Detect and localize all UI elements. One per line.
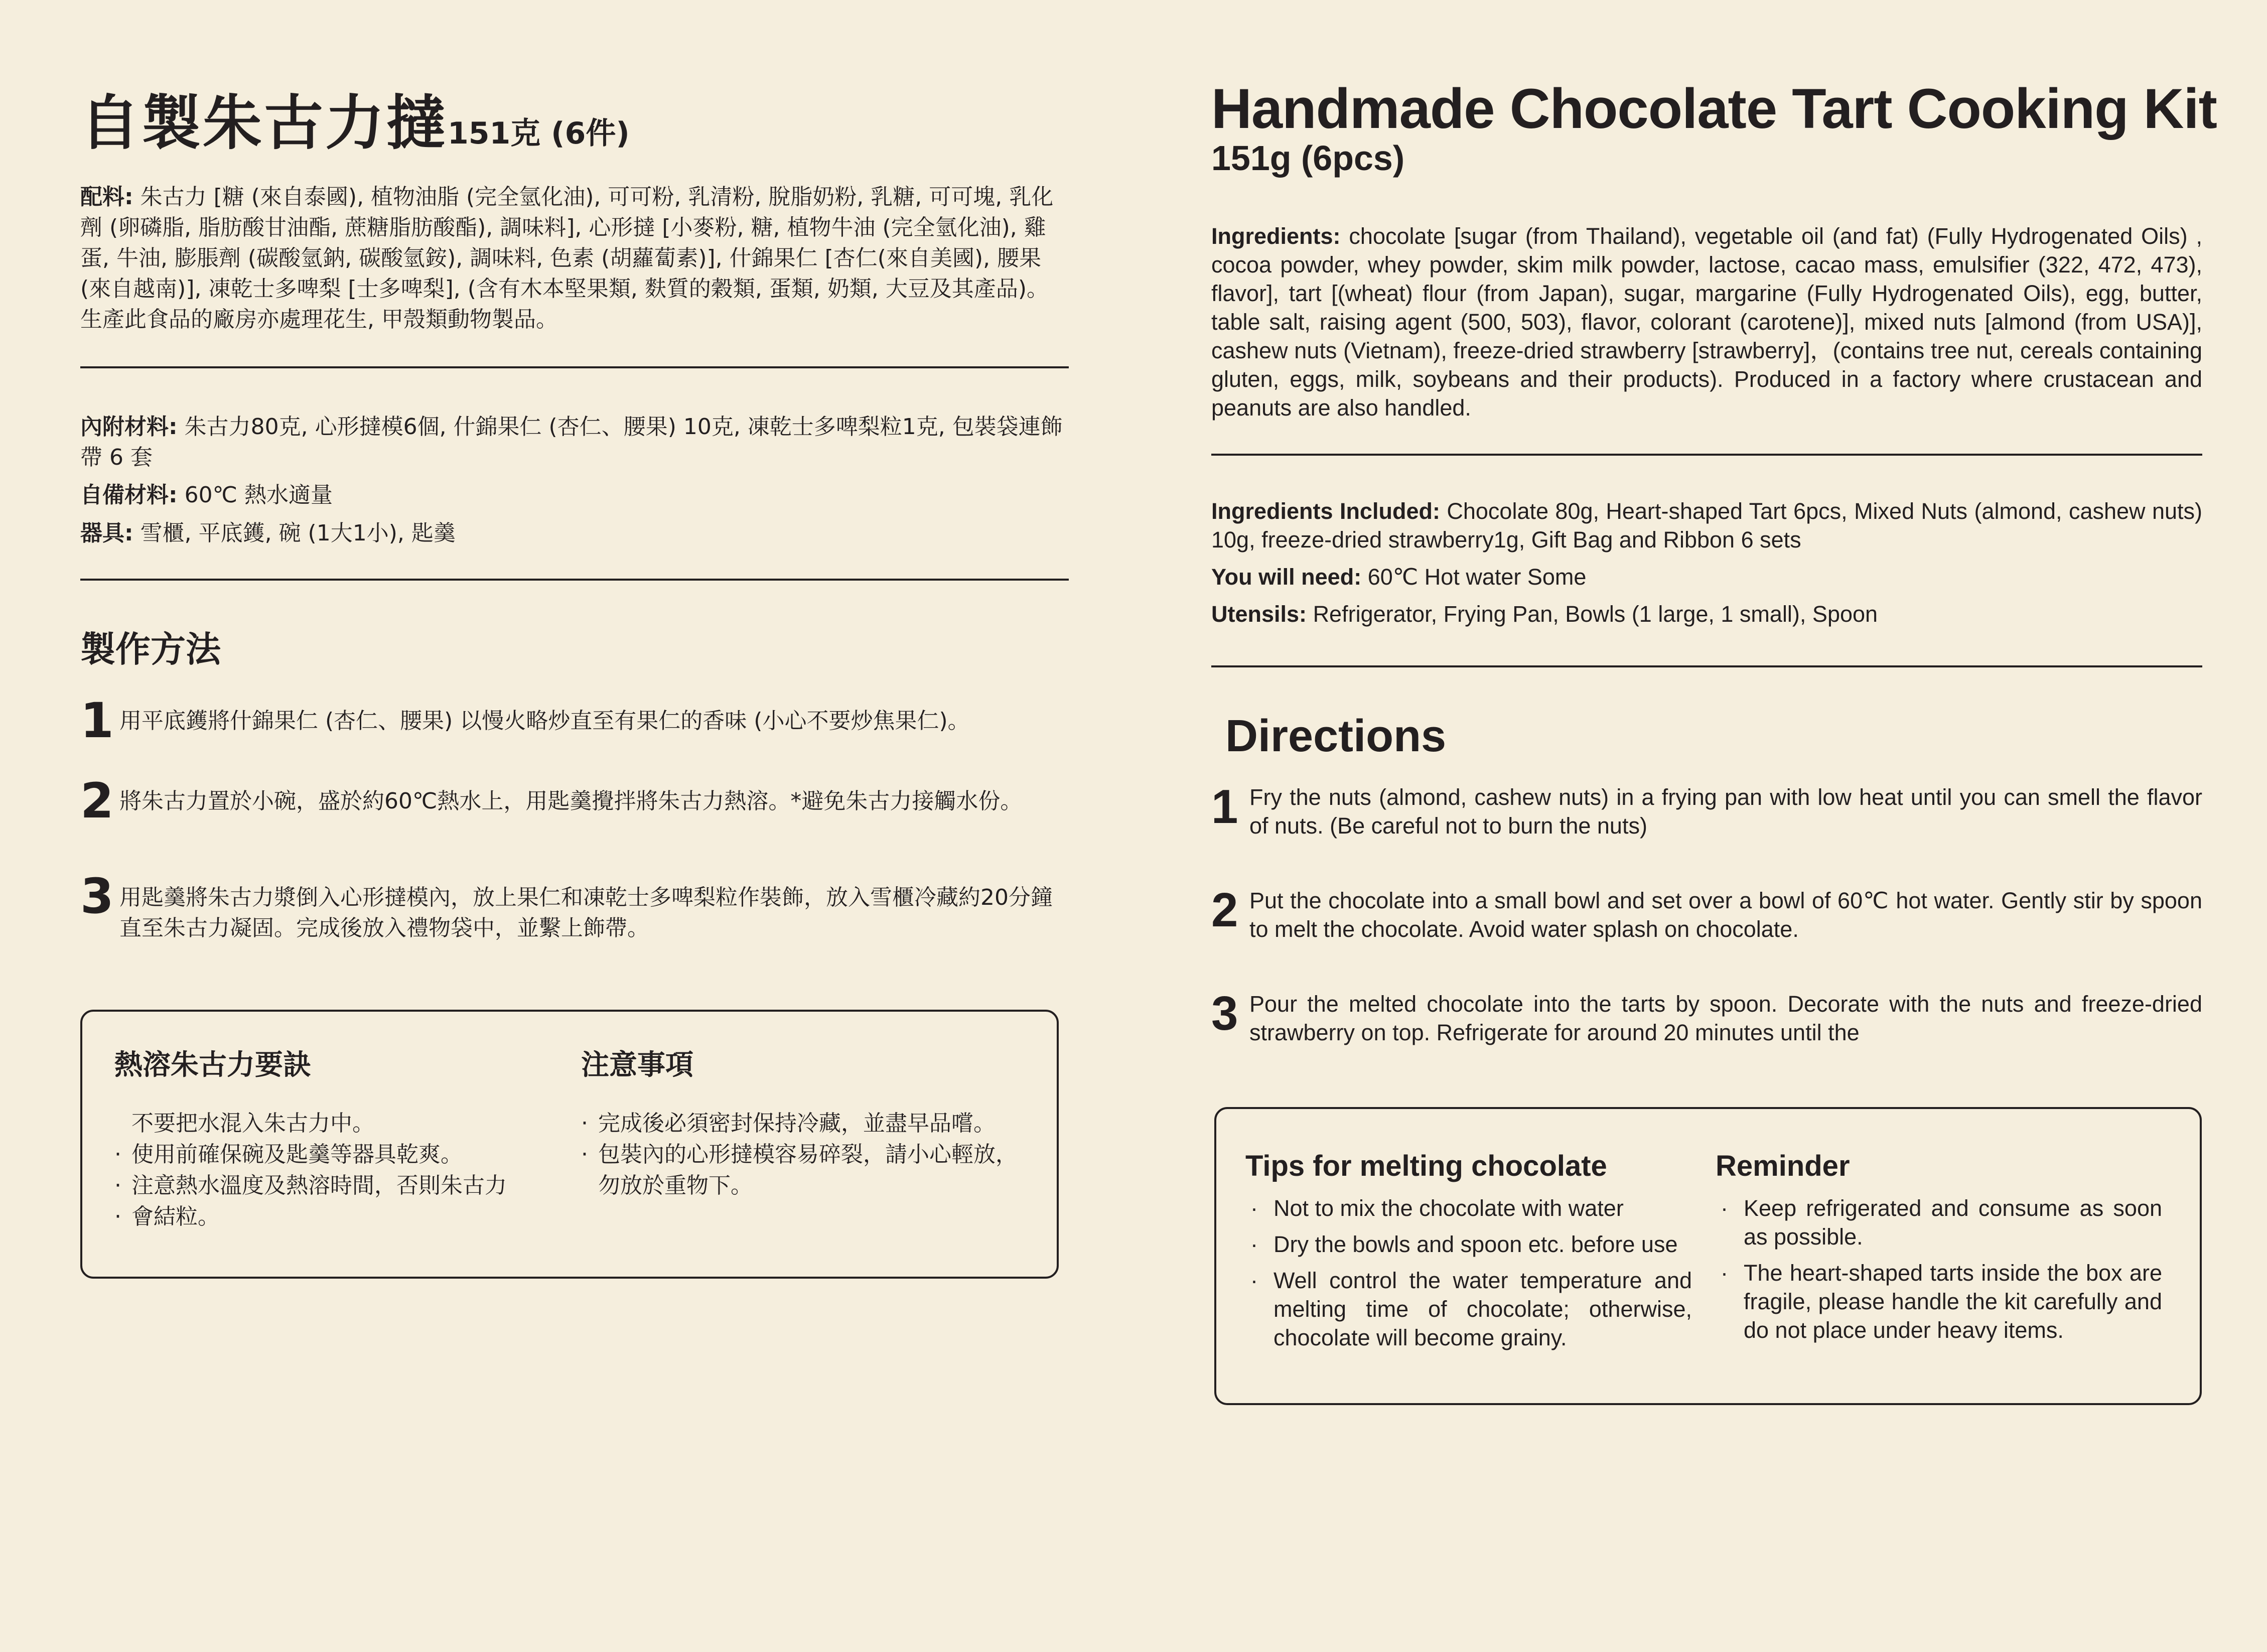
tips-heading-zh: 熱溶朱古力要訣 — [114, 1049, 311, 1081]
step-number: 2 — [1211, 883, 1238, 937]
list-item: · The heart-shaped tarts inside the box are fragile, please handle the kit carefully and do not place under heavy items. — [1716, 1259, 2162, 1344]
step-text: Put the chocolate into a small bowl and set over a bowl of 60℃ hot water. Gently stir by spoon to melt the chocolate. Avoid water splash on chocolate. — [1249, 888, 2202, 942]
list-item: · 會結粒。 — [114, 1201, 556, 1232]
utensils-label-zh: 器具: — [80, 520, 133, 546]
step-number: 3 — [1211, 987, 1238, 1040]
need-text-en: 60℃ Hot water Some — [1367, 564, 1587, 590]
page-title-zh — [80, 75, 630, 161]
tips-heading-en: Tips for melting chocolate — [1245, 1150, 1607, 1182]
title-weight-en: 151g (6pcs) — [1211, 139, 1405, 178]
included-zh — [80, 411, 1069, 473]
step-number: 2 — [80, 773, 114, 829]
ingredients-text-en: chocolate [sugar (from Thailand), vegetable oil (and fat) (Fully Hydrogenated Oils) , cocoa powder, whey powder, skim milk powder, lactose, cacao mass, emulsifier (322, 472, 473), flavor], tart [(wheat) flour (from Japan), sugar, margarine (Fully Hydrogenated Oils), egg, butter, table salt, raising agent (500, 503), flavor, colorant (carotene)], mixed nuts [almond (from USA)], cashew nuts (Vietnam), freeze-dried strawberry [strawberry]，(contains tree nut, cereals containing gluten, eggs, milk, soybeans and their products). Produced in a factory where crustacean and peanuts are also handled. — [1211, 223, 2202, 421]
reminder-heading-zh: 注意事項 — [581, 1049, 693, 1081]
list-item: · Well control the water temperature and melting time of chocolate; otherwise, chocolate will become grainy. — [1245, 1266, 1692, 1352]
reminder-list-en — [1716, 1194, 2162, 1344]
divider — [80, 366, 1069, 368]
reminder-heading-en: Reminder — [1716, 1150, 1850, 1182]
tips-box-zh — [80, 1010, 1059, 1279]
step-text: Fry the nuts (almond, cashew nuts) in a frying pan with low heat until you can smell the flavor of nuts. (Be careful not to burn the nuts) — [1249, 784, 2202, 839]
tips-section-en — [1245, 1149, 1692, 1359]
tips-box-en — [1214, 1107, 2202, 1405]
directions-heading-zh: 製作方法 — [80, 629, 221, 670]
divider — [80, 579, 1069, 581]
divider — [1211, 454, 2202, 456]
list-item: · 包裝內的心形撻模容易碎裂，請小心輕放，勿放於重物下。 — [581, 1139, 1038, 1201]
bullet: · — [1721, 1260, 1728, 1286]
bullet: · — [581, 1142, 588, 1167]
need-text-zh: 60℃ 熱水適量 — [184, 482, 333, 508]
included-label-zh: 內附材料: — [80, 414, 178, 440]
utensils-text-zh: 雪櫃, 平底鑊, 碗 (1大1小), 匙羹 — [140, 520, 456, 546]
list-item: · Dry the bowls and spoon etc. before use — [1245, 1230, 1692, 1259]
included-en — [1211, 497, 2202, 554]
bullet: · — [1250, 1268, 1258, 1293]
title-zh: 自製朱古力撻 — [80, 88, 448, 158]
list-item: · 注意熱水溫度及熱溶時間，否則朱古力 — [114, 1170, 556, 1201]
included-label-en: Ingredients Included: — [1211, 498, 1440, 524]
bullet: · — [581, 1111, 588, 1136]
need-en — [1211, 563, 2202, 591]
bullet: · — [1250, 1195, 1258, 1221]
bullet: · — [114, 1142, 121, 1167]
tips-list-en — [1245, 1194, 1692, 1352]
ingredients-zh — [80, 182, 1069, 335]
need-zh — [80, 480, 1069, 510]
step-number: 3 — [80, 868, 114, 924]
list-item: 不要把水混入朱古力中。 — [131, 1111, 374, 1136]
tips-list-zh — [114, 1108, 556, 1232]
reminder-section-zh — [581, 1043, 1038, 1201]
bullet: · — [1721, 1195, 1728, 1221]
step-text: 用平底鑊將什錦果仁 (杏仁、腰果) 以慢火略炒直至有果仁的香味 (小心不要炒焦果仁)。 — [119, 708, 970, 734]
bullet: · — [114, 1204, 121, 1229]
ingredients-label-en: Ingredients: — [1211, 223, 1341, 249]
directions-heading-en: Directions — [1225, 711, 1447, 761]
list-item: · 完成後必須密封保持冷藏，並盡早品嚐。 — [581, 1108, 1038, 1139]
title-weight-zh: 151克 (6件) — [448, 116, 630, 151]
divider — [1211, 665, 2202, 667]
step-text: 用匙羹將朱古力漿倒入心形撻模內，放上果仁和凍乾士多啤梨粒作裝飾，放入雪櫃冷藏約20分鐘直至朱古力凝固。完成後放入禮物袋中，並繫上飾帶。 — [119, 885, 1053, 941]
ingredients-text-zh: 朱古力 [糖 (來自泰國), 植物油脂 (完全氫化油), 可可粉, 乳清粉, 脫脂奶粉, 乳糖, 可可塊, 乳化劑 (卵磷脂, 脂肪酸甘油酯, 蔗糖脂肪酸酯), 調味料], 心形撻 [小麥粉, 糖, 植物牛油 (完全氫化油), 雞蛋, 牛油, 膨脹劑 (碳酸氫鈉, 碳酸氫銨), 調味料, 色素 (胡蘿蔔素)], 什錦果仁 [杏仁(來自美國), 腰果(來自越南)], 凍乾士多啤梨 [士多啤梨], (含有木本堅果類, 麩質的穀類, 蛋類, 奶類, 大豆及其產品)。生產此食品的廠房亦處理花生, 甲殼類動物製品。 — [80, 184, 1054, 332]
reminder-list-zh — [581, 1108, 1038, 1201]
step-text: Pour the melted chocolate into the tarts by spoon. Decorate with the nuts and freeze-dried strawberry on top. Refrigerate for around 20 minutes until the — [1249, 991, 2202, 1045]
reminder-section-en — [1716, 1149, 2162, 1352]
utensils-label-en: Utensils: — [1211, 601, 1307, 627]
ingredients-label-zh: 配料: — [80, 184, 133, 210]
title-en: Handmade Chocolate Tart Cooking Kit — [1211, 77, 2217, 140]
step-number: 1 — [1211, 780, 1238, 834]
included-text-en: Chocolate 80g, Heart-shaped Tart 6pcs, Mixed Nuts (almond, cashew nuts) 10g, freeze-dried strawberry1g, Gift Bag and Ribbon 6 sets — [1211, 498, 2202, 553]
included-text-zh: 朱古力80克, 心形撻模6個, 什錦果仁 (杏仁、腰果) 10克, 凍乾士多啤梨粒1克, 包裝袋連飾帶 6 套 — [80, 414, 1063, 470]
list-item: · Not to mix the chocolate with water — [1245, 1194, 1692, 1222]
bullet: · — [1250, 1231, 1258, 1257]
bullet: · — [114, 1173, 121, 1198]
ingredients-en — [1211, 222, 2202, 422]
need-label-en: You will need: — [1211, 564, 1362, 590]
utensils-text-en: Refrigerator, Frying Pan, Bowls (1 large, 1 small), Spoon — [1313, 601, 1878, 627]
utensils-zh — [80, 518, 1069, 548]
list-item: · 使用前確保碗及匙羹等器具乾爽。 — [114, 1139, 556, 1170]
utensils-en — [1211, 600, 2202, 628]
step-number: 1 — [80, 693, 114, 749]
need-label-zh: 自備材料: — [80, 482, 178, 508]
list-item: · Keep refrigerated and consume as soon as possible. — [1716, 1194, 2162, 1251]
step-text: 將朱古力置於小碗，盛於約60℃熱水上，用匙羹攪拌將朱古力熱溶。*避免朱古力接觸水份。 — [119, 788, 1023, 814]
tips-section-zh — [114, 1043, 556, 1232]
